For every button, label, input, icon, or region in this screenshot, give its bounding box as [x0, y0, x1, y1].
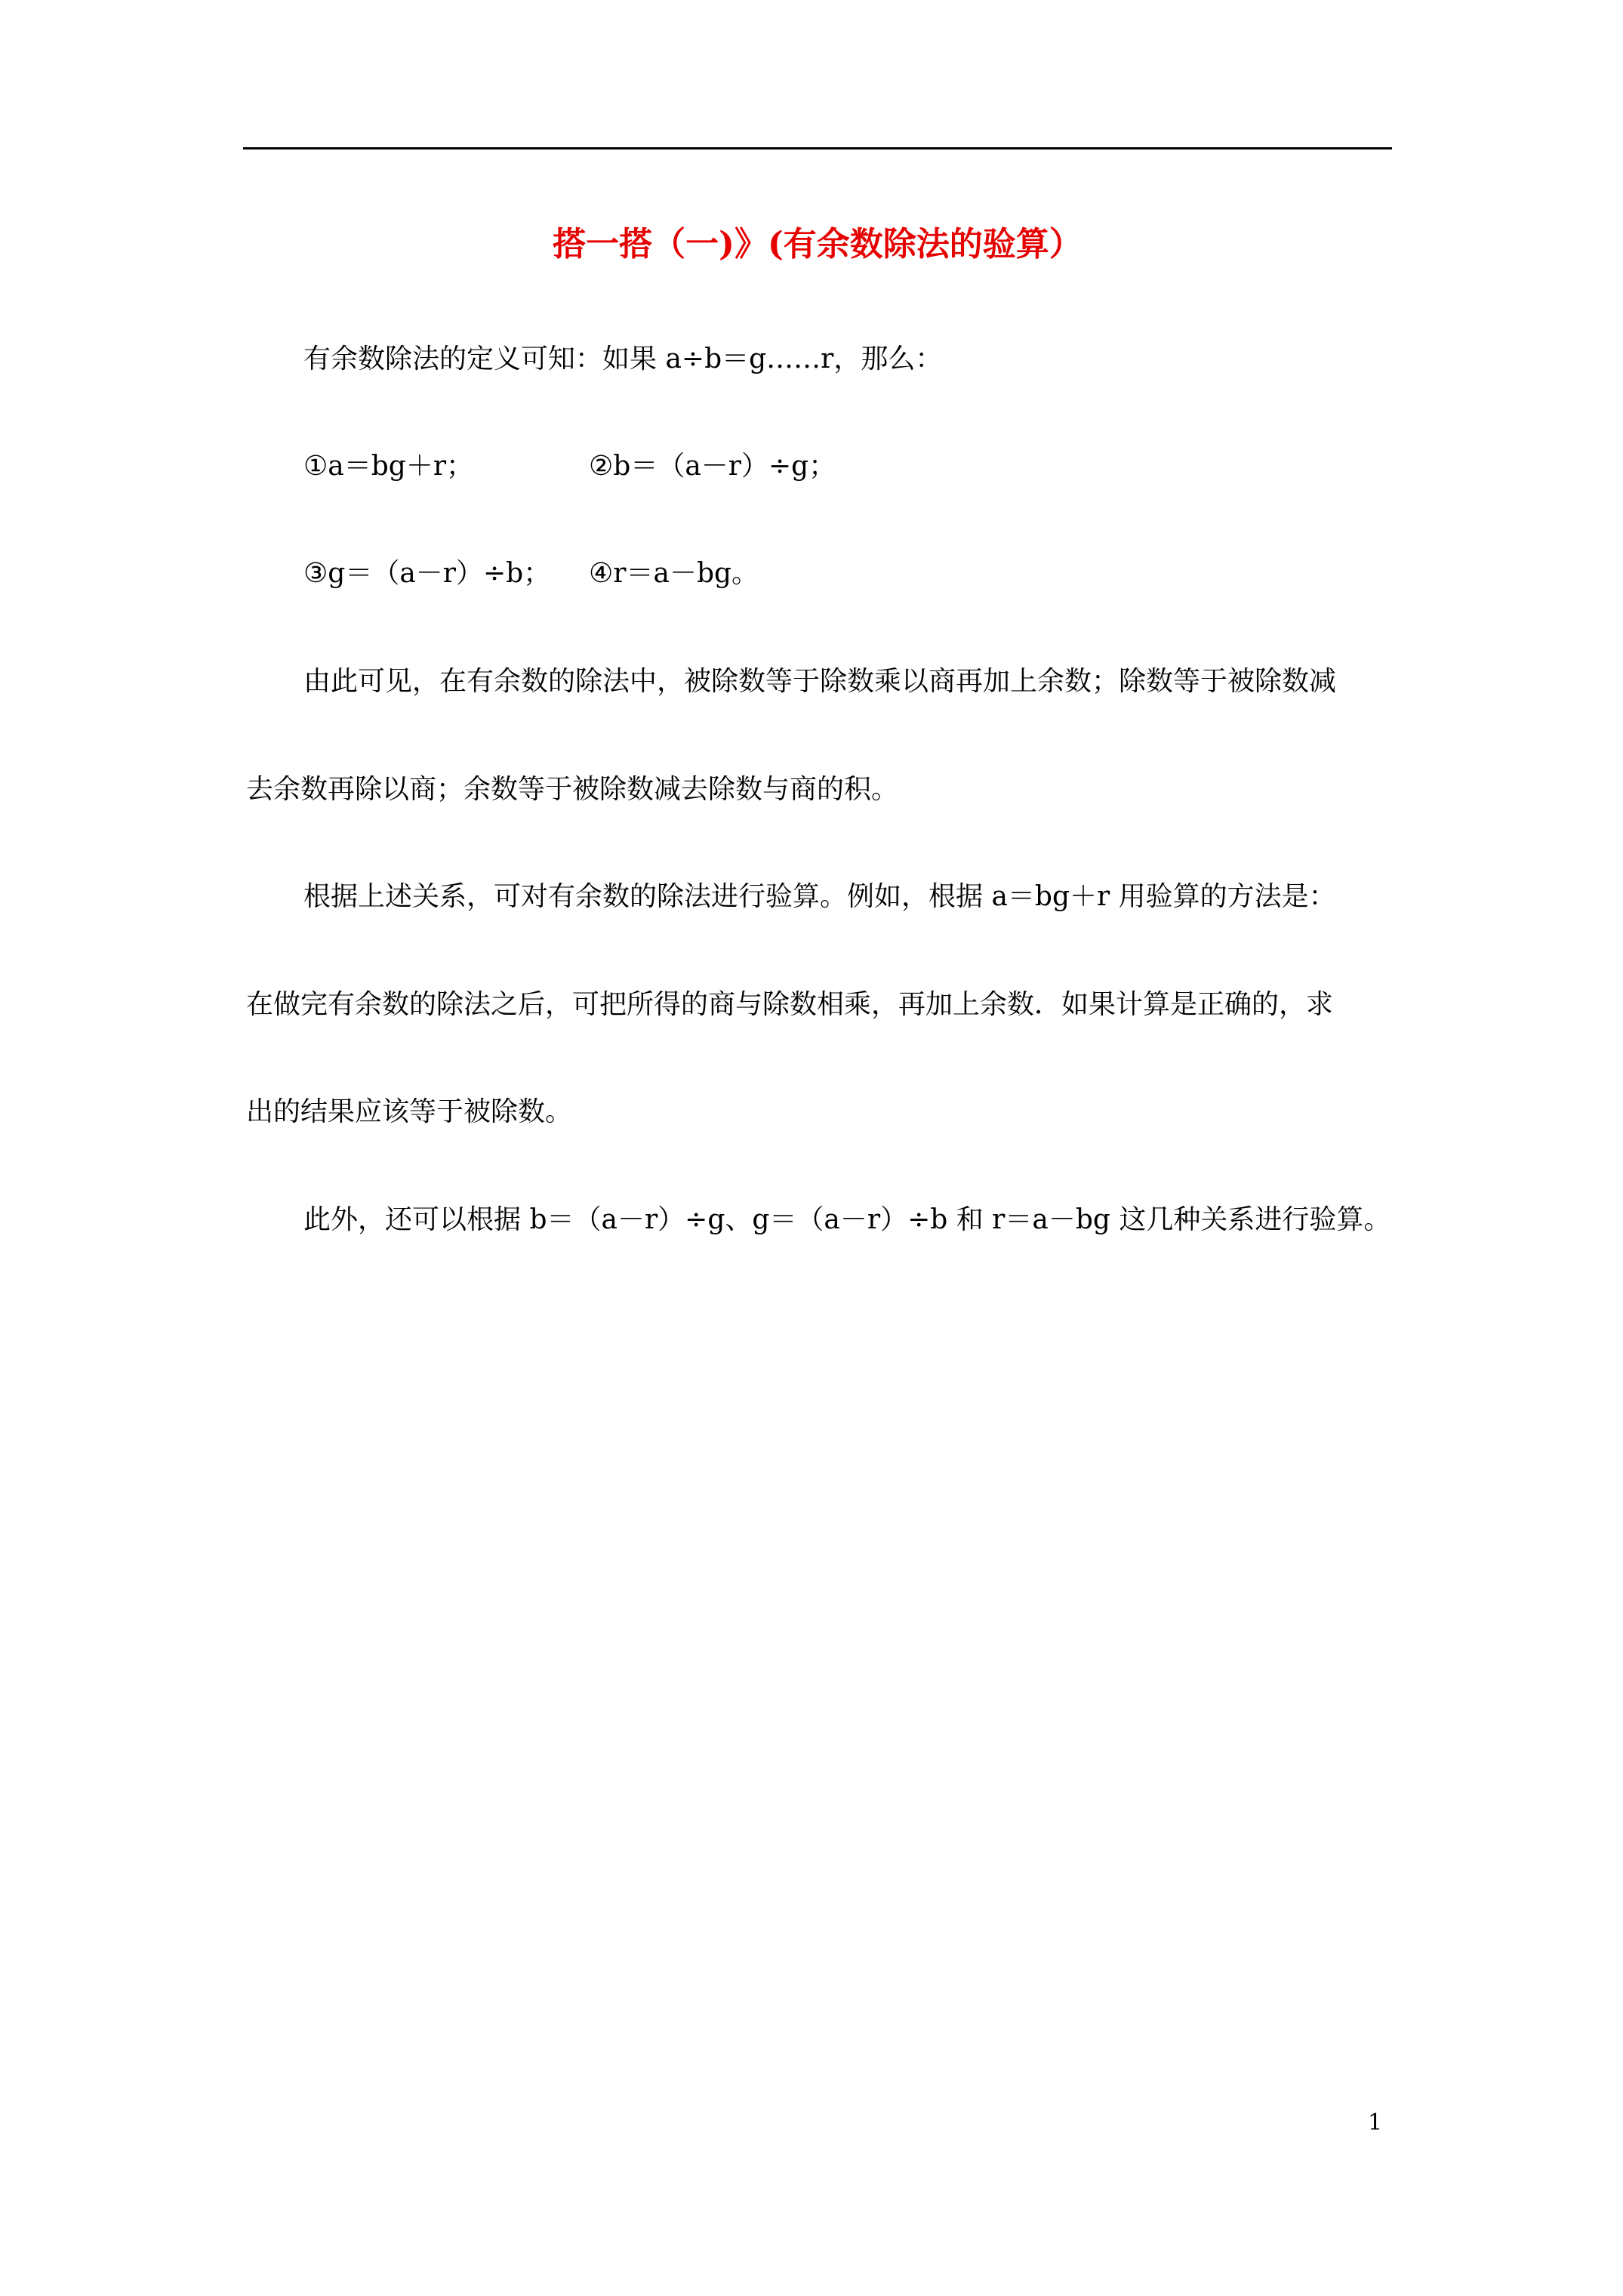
- paragraph-definition: 有余数除法的定义可知：如果 a÷b＝g……r，那么：: [303, 344, 943, 374]
- formula-1: ①a＝bg＋r；: [303, 451, 474, 482]
- paragraph-other-relations: 此外，还可以根据 b＝（a－r）÷g、g＝（a－r）÷b 和 r＝a－bg 这几种关系进行验算。: [303, 1204, 1391, 1235]
- formula-3: ③g＝（a－r）÷b；: [303, 558, 551, 589]
- paragraph-method-line-3: 出的结果应该等于被除数。: [246, 1096, 573, 1127]
- paragraph-conclusion-line-1: 由此可见，在有余数的除法中，被除数等于除数乘以商再加上余数；除数等于被除数减: [303, 666, 1337, 697]
- formula-2: ②b＝（a－r）÷g；: [589, 451, 836, 482]
- paragraph-conclusion-line-2: 去余数再除以商；余数等于被除数减去除数与商的积。: [246, 774, 899, 805]
- paragraph-method-line-2: 在做完有余数的除法之后，可把所得的商与除数相乘，再加上余数．如果计算是正确的，求: [246, 989, 1334, 1020]
- page-title: 搭一搭（一)》(有余数除法的验算）: [553, 225, 1083, 264]
- paragraph-method-line-1: 根据上述关系，可对有余数的除法进行验算。例如，根据 a＝bg＋r 用验算的方法是：: [303, 881, 1336, 912]
- page-number: 1: [1368, 2110, 1383, 2136]
- header-rule: [243, 147, 1392, 149]
- formula-4: ④r＝a－bg。: [589, 558, 759, 589]
